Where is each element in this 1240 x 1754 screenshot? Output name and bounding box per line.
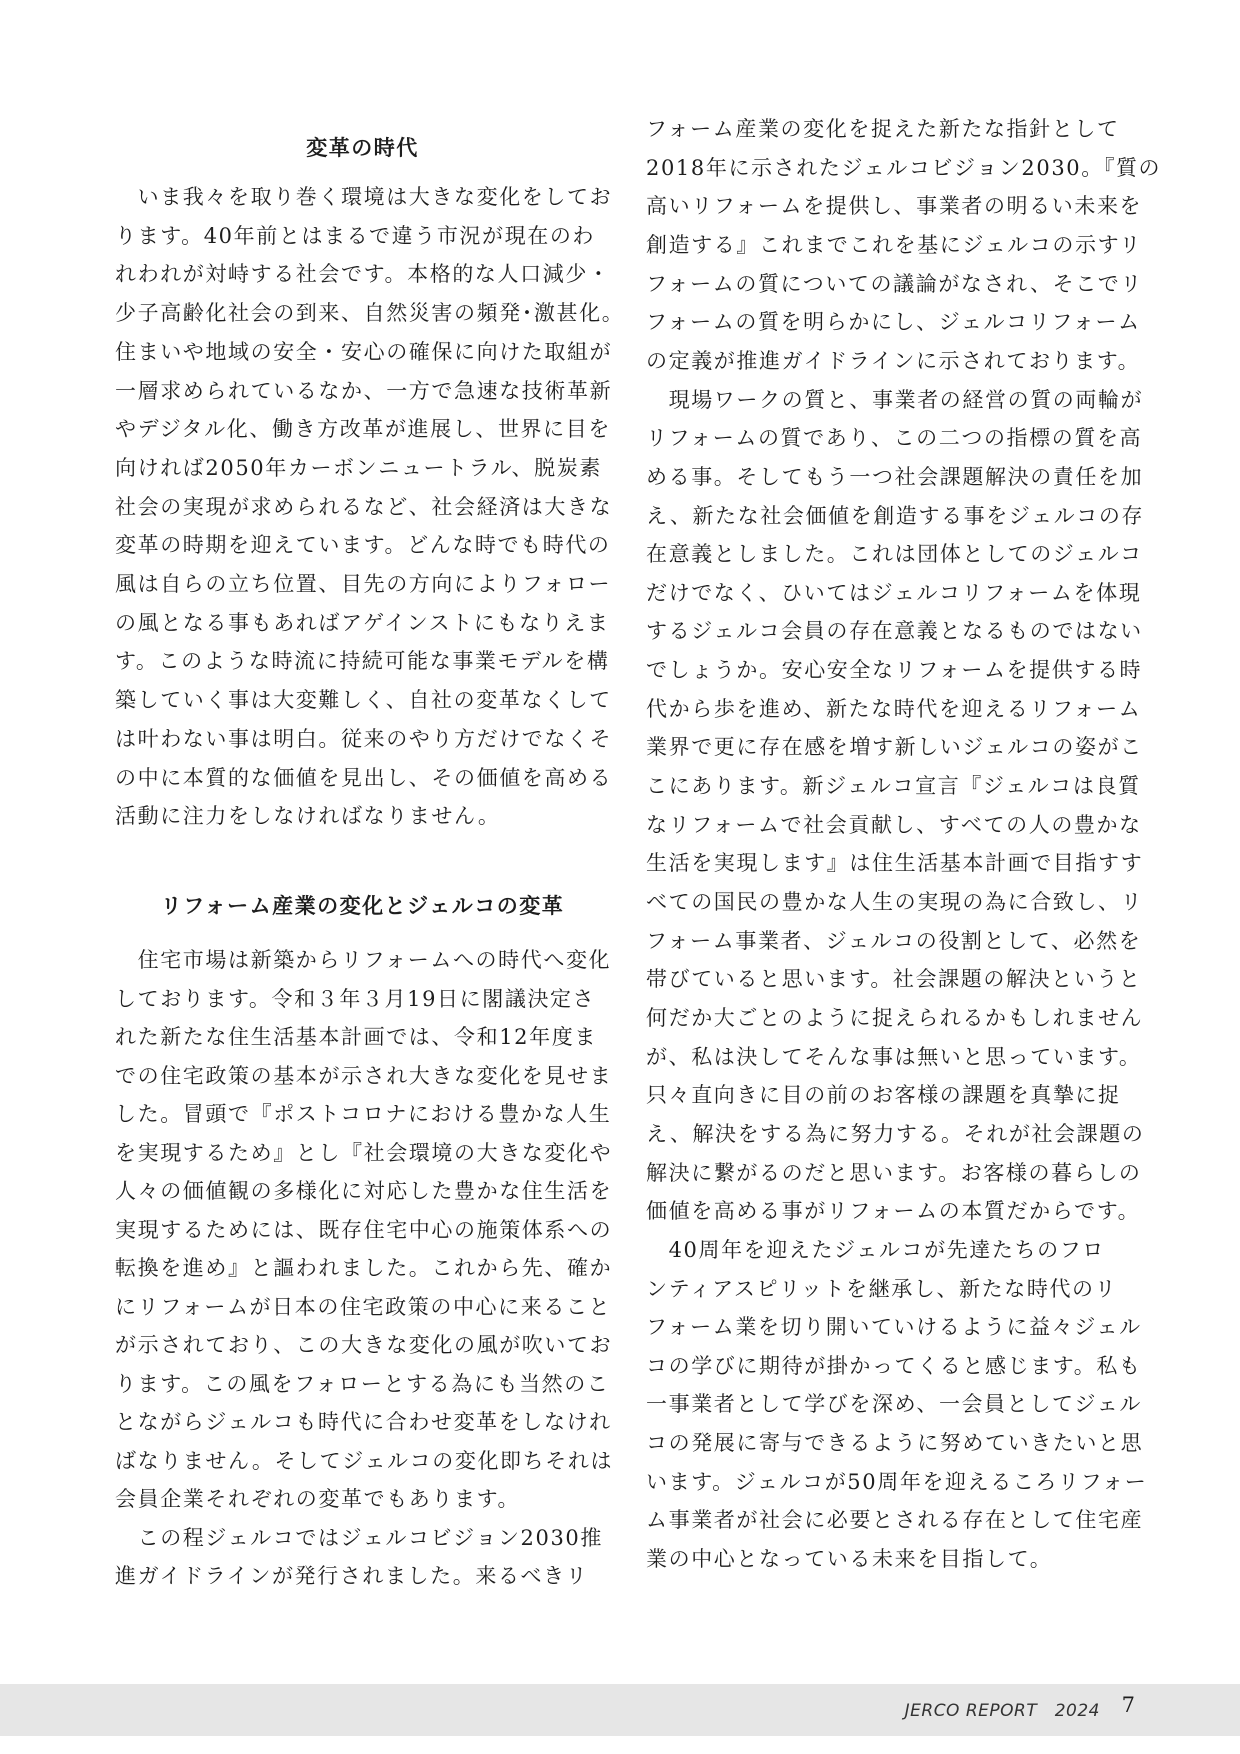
text-line: 高いリフォームを提供し、事業者の明るい未来を <box>646 194 1143 219</box>
text-line: 向ければ2050年カーボンニュートラル、脱炭素 <box>115 455 602 480</box>
text-line: リフォームの質であり、この二つの指標の質を高 <box>646 426 1143 451</box>
text-line: 生活を実現します』は住生活基本計画で目指すす <box>646 851 1144 876</box>
text-line: 価値を高める事がリフォームの本質だからです。 <box>646 1199 1141 1224</box>
text-line: 何だか大ごとのように捉えられるかもしれません <box>646 1005 1144 1030</box>
text-line: え、新たな社会価値を創造する事をジェルコの存 <box>646 503 1145 528</box>
text-line: なリフォームで社会貢献し、すべての人の豊かな <box>646 812 1142 837</box>
text-line: の中に本質的な価値を見出し、その価値を高める <box>115 765 613 790</box>
text-line: 少子高齢化社会の到来、自然災害の頻発･激甚化。 <box>115 301 625 326</box>
text-line: この程ジェルコではジェルコビジョン2030推 <box>115 1525 603 1550</box>
text-line: 会員企業それぞれの変革でもあります。 <box>115 1487 521 1511</box>
section-heading-era-of-change: 変革の時代 <box>306 136 419 160</box>
section-heading-industry-change: リフォーム産業の変化とジェルコの変革 <box>160 894 565 918</box>
text-line: フォーム業を切り開いていけるように益々ジェル <box>646 1315 1142 1340</box>
publication-title: JERCO REPORT 2024 <box>904 1701 1100 1721</box>
text-line: 解決に繋がるのだと思います。お客様の暮らしの <box>646 1160 1142 1185</box>
text-line: での住宅政策の基本が示され大きな変化を見せま <box>115 1063 613 1088</box>
text-line: した。冒頭で『ポストコロナにおける豊かな人生 <box>115 1102 612 1126</box>
text-line: 築していく事は大変難しく、自社の変革なくして <box>115 688 612 713</box>
text-line: やデジタル化、働き方改革が進展し、世界に目を <box>115 417 611 442</box>
text-line: 在意義としました。これは団体としてのジェルコ <box>646 542 1143 567</box>
text-line: れわれが対峙する社会です。本格的な人口減少・ <box>115 262 611 287</box>
text-line: 一事業者として学びを深め、一会員としてジェル <box>646 1392 1142 1417</box>
text-line: フォーム事業者、ジェルコの役割として、必然を <box>646 928 1142 953</box>
text-line: は叶わない事は明白。従来のやり方だけでなくそ <box>115 726 613 751</box>
text-line: 活動に注力をしなければなりません。 <box>115 804 501 829</box>
text-line: める事。そしてもう一つ社会課題解決の責任を加 <box>646 464 1144 489</box>
text-line: いま我々を取り巻く環境は大きな変化をしてお <box>115 185 613 209</box>
text-line: ばなりません。そしてジェルコの変化即ちそれは <box>115 1448 614 1473</box>
text-line: 転換を進め』と謳われました。これから先、確か <box>115 1256 613 1280</box>
text-line: にリフォームが日本の住宅政策の中心に来ること <box>115 1294 612 1319</box>
text-line: 住まいや地域の安全・安心の確保に向けた取組が <box>115 339 613 364</box>
text-line: でしょうか。安心安全なリフォームを提供する時 <box>646 658 1143 683</box>
text-line: す。このような時流に持続可能な事業モデルを構 <box>115 649 610 674</box>
text-line: とながらジェルコも時代に合わせ変革をしなけれ <box>115 1410 612 1434</box>
text-line: 進ガイドラインが発行されました。来るべきリ <box>115 1564 589 1588</box>
text-line: だけでなく、ひいてはジェルコリフォームを体現 <box>646 580 1142 605</box>
text-line: 変革の時期を迎えています。どんな時でも時代の <box>115 533 611 558</box>
text-line: フォームの質についての議論がなされ、そこでリ <box>646 271 1143 296</box>
text-line: 業の中心となっている未来を目指して。 <box>646 1547 1053 1572</box>
text-line: の風となる事もあればアゲインストにもなりえま <box>115 610 610 635</box>
text-line: を実現するため』とし『社会環境の大きな変化や <box>115 1140 613 1165</box>
text-line: こにあります。新ジェルコ宣言『ジェルコは良質 <box>646 774 1141 799</box>
text-line: 一層求められているなか、一方で急速な技術革新 <box>115 378 613 403</box>
text-line: ンティアスピリットを継承し、新たな時代のリ <box>646 1276 1118 1301</box>
text-line: するジェルコ会員の存在意義となるものではない <box>646 619 1143 644</box>
text-line: 代から歩を進め、新たな時代を迎えるリフォーム <box>646 696 1142 721</box>
text-line: フォーム産業の変化を捉えた新たな指針として <box>646 117 1120 141</box>
text-line: れた新たな住生活基本計画では、令和12年度ま <box>115 1025 597 1049</box>
text-line: 只々直向きに目の前のお客様の課題を真摯に捉 <box>646 1083 1121 1108</box>
text-line: 帯びていると思います。社会課題の解決というと <box>646 967 1142 992</box>
text-line: が、私は決してそんな事は無いと思っています。 <box>646 1044 1142 1069</box>
page-number: 7 <box>1121 1693 1135 1717</box>
text-line: しております。令和３年３月19日に閣議決定さ <box>115 986 596 1011</box>
text-line: ります。この風をフォローとする為にも当然のこ <box>115 1371 610 1396</box>
text-line: 社会の実現が求められるなど、社会経済は大きな <box>115 494 613 519</box>
text-line: 人々の価値観の多様化に対応した豊かな住生活を <box>115 1179 613 1203</box>
text-line: 住宅市場は新築からリフォームへの時代へ変化 <box>115 948 612 972</box>
text-line: べての国民の豊かな人生の実現の為に合致し、リ <box>646 890 1144 914</box>
text-line: コの発展に寄与できるように努めていきたいと思 <box>646 1431 1144 1456</box>
text-line: の定義が推進ガイドラインに示されております。 <box>646 348 1141 373</box>
text-line: 2018年に示されたジェルコビジョン2030。『質の <box>646 155 1162 180</box>
text-line: 40周年を迎えたジェルコが先達たちのフロ <box>646 1237 1105 1262</box>
text-line: が示されており、この大きな変化の風が吹いてお <box>115 1333 613 1357</box>
text-line: 創造する』これまでこれを基にジェルコの示すリ <box>646 232 1142 257</box>
text-line: 業界で更に存在感を増す新しいジェルコの姿がこ <box>646 735 1143 760</box>
text-line: え、解決をする為に努力する。それが社会課題の <box>646 1121 1145 1146</box>
text-line: 風は自らの立ち位置、目先の方向によりフォロー <box>115 572 612 596</box>
text-line: 現場ワークの質と、事業者の経営の質の両輪が <box>646 387 1144 412</box>
text-line: 実現するためには、既存住宅中心の施策体系への <box>115 1217 613 1242</box>
text-line: コの学びに期待が掛かってくると感じます。私も <box>646 1353 1142 1378</box>
text-line: います。ジェルコが50周年を迎えるころリフォー <box>646 1469 1148 1494</box>
text-line: ム事業者が社会に必要とされる存在として住宅産 <box>646 1508 1144 1533</box>
text-line: ります。40年前とはまるで違う市況が現在のわ <box>115 223 596 248</box>
text-line: フォームの質を明らかにし、ジェルコリフォーム <box>646 310 1141 335</box>
